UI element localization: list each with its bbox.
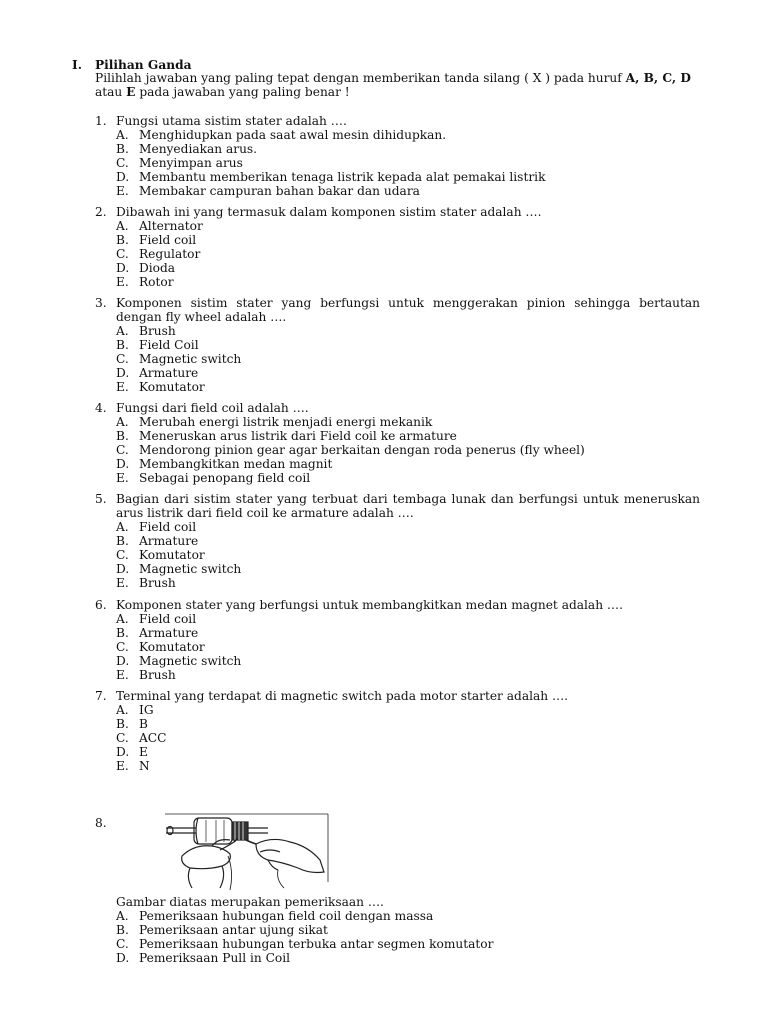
option-text: Armature [139, 534, 199, 548]
option-text: Field Coil [139, 338, 199, 352]
option[interactable] [116, 366, 700, 380]
option-letter: A. [116, 324, 129, 338]
question-5 [95, 492, 700, 590]
option-text: Merubah energi listrik menjadi energi mekanik [139, 415, 433, 429]
option-text: Pemeriksaan hubungan field coil dengan massa [139, 909, 434, 923]
option[interactable] [116, 640, 700, 654]
option-letter: D. [116, 745, 130, 759]
option-letter: D. [116, 170, 130, 184]
question-8 [116, 895, 696, 965]
section-number: I. [72, 58, 82, 72]
option[interactable] [116, 128, 700, 142]
option-letter: C. [116, 156, 129, 170]
option-text: Magnetic switch [139, 352, 242, 366]
question-number: 8. [95, 816, 107, 830]
option-text: Mendorong pinion gear agar berkaitan dengan roda penerus (fly wheel) [139, 443, 585, 457]
option-letter: C. [116, 247, 129, 261]
option-letter: B. [116, 429, 129, 443]
option-letter: C. [116, 731, 129, 745]
option[interactable] [116, 338, 700, 352]
option[interactable] [116, 233, 700, 247]
option[interactable] [116, 937, 696, 951]
option-text: Regulator [139, 247, 201, 261]
option-text: Magnetic switch [139, 654, 242, 668]
option-text: ACC [139, 731, 167, 745]
question-3 [95, 296, 700, 394]
option[interactable] [116, 429, 700, 443]
option-letter: B. [116, 233, 129, 247]
question-text: Fungsi utama sistim stater adalah …. [116, 114, 347, 128]
option-text: Dioda [139, 261, 176, 275]
option-letter: E. [116, 275, 129, 289]
option-text: Komutator [139, 548, 205, 562]
option-letter: D. [116, 562, 130, 576]
question-6 [95, 598, 700, 682]
instruction-mid: atau [95, 85, 127, 99]
option-text: Alternator [139, 219, 203, 233]
option-text: Meneruskan arus listrik dari Field coil ke armature [139, 429, 457, 443]
option-text: Rotor [139, 275, 174, 289]
question-text: Dibawah ini yang termasuk dalam komponen sistim stater adalah …. [116, 205, 542, 219]
option-text: Membantu memberikan tenaga listrik kepada alat pemakai listrik [139, 170, 546, 184]
option-letter: D. [116, 261, 130, 275]
option[interactable] [116, 562, 700, 576]
option-letter: B. [116, 338, 129, 352]
option[interactable] [116, 352, 700, 366]
option[interactable] [116, 184, 700, 198]
option[interactable] [116, 534, 700, 548]
option-text: Pemeriksaan Pull in Coil [139, 951, 291, 965]
option[interactable] [116, 548, 700, 562]
option[interactable] [116, 471, 700, 485]
option[interactable] [116, 520, 700, 534]
option-letter: A. [116, 128, 129, 142]
option[interactable] [116, 380, 700, 394]
option-letter: E. [116, 759, 129, 773]
option-text: Menghidupkan pada saat awal mesin dihidupkan. [139, 128, 447, 142]
option-text: Pemeriksaan hubungan terbuka antar segmen komutator [139, 937, 494, 951]
question-text: Bagian dari sistim stater yang terbuat dari tembaga lunak dan berfungsi untuk meneruskan arus listrik dari field coil ke armature adalah …. [116, 492, 700, 520]
option[interactable] [116, 717, 700, 731]
option-text: Brush [139, 668, 176, 682]
option-text: Pemeriksaan antar ujung sikat [139, 923, 328, 937]
section-title: Pilihan Ganda [95, 58, 192, 72]
option[interactable] [116, 275, 700, 289]
option-letter: A. [116, 520, 129, 534]
option-letter: D. [116, 951, 130, 965]
option-letter: E. [116, 576, 129, 590]
option[interactable] [116, 219, 700, 233]
question-number: 2. [95, 205, 107, 219]
option-text: Membangkitkan medan magnit [139, 457, 333, 471]
question-1 [95, 114, 700, 198]
option-text: Komutator [139, 640, 205, 654]
option-text: Armature [139, 366, 199, 380]
option-letter: B. [116, 923, 129, 937]
option[interactable] [116, 247, 700, 261]
option-text: E [139, 745, 148, 759]
option[interactable] [116, 261, 700, 275]
option-letter: B. [116, 717, 129, 731]
option[interactable] [116, 703, 700, 717]
option-text: Magnetic switch [139, 562, 242, 576]
instruction-post: pada jawaban yang paling benar ! [135, 85, 350, 99]
option-letter: A. [116, 909, 129, 923]
option-letter: D. [116, 366, 130, 380]
question-number: 1. [95, 114, 107, 128]
option-letter: E. [116, 668, 129, 682]
option[interactable] [116, 576, 700, 590]
option-text: Membakar campuran bahan bakar dan udara [139, 184, 420, 198]
option-text: Brush [139, 576, 176, 590]
question-text: Gambar diatas merupakan pemeriksaan …. [116, 895, 384, 909]
question-number: 6. [95, 598, 107, 612]
option[interactable] [116, 668, 700, 682]
option-text: IG [139, 703, 154, 717]
option[interactable] [116, 654, 700, 668]
option[interactable] [116, 909, 696, 923]
option-letter: E. [116, 380, 129, 394]
option[interactable] [116, 745, 700, 759]
option[interactable] [116, 324, 700, 338]
section-heading [72, 58, 192, 72]
question-7 [95, 689, 700, 773]
option[interactable] [116, 951, 696, 965]
option-letter: C. [116, 640, 129, 654]
option-letter: D. [116, 654, 130, 668]
option-letter: B. [116, 142, 129, 156]
option-text: Menyimpan arus [139, 156, 243, 170]
option-letter: E. [116, 184, 129, 198]
option[interactable] [116, 457, 700, 471]
option-text: N [139, 759, 150, 773]
question-number: 7. [95, 689, 107, 703]
option-letter: C. [116, 548, 129, 562]
option-letter: B. [116, 626, 129, 640]
question-number: 5. [95, 492, 107, 506]
option-letter: A. [116, 703, 129, 717]
option[interactable] [116, 170, 700, 184]
option[interactable] [116, 443, 700, 457]
option[interactable] [116, 612, 700, 626]
question-text: Terminal yang terdapat di magnetic switch pada motor starter adalah …. [116, 689, 569, 703]
question-4 [95, 401, 700, 485]
option-text: Menyediakan arus. [139, 142, 258, 156]
option[interactable] [116, 759, 700, 773]
option-letter: A. [116, 612, 129, 626]
option-letter: D. [116, 457, 130, 471]
option-text: Brush [139, 324, 176, 338]
question-text: Komponen stater yang berfungsi untuk membangkitkan medan magnet adalah …. [116, 598, 623, 612]
option-text: B [139, 717, 148, 731]
question-text: Fungsi dari field coil adalah …. [116, 401, 309, 415]
option-text: Armature [139, 626, 199, 640]
option-text: Field coil [139, 520, 197, 534]
option[interactable] [116, 142, 700, 156]
instruction-letters: A, B, C, D [625, 71, 691, 85]
question-2 [95, 205, 700, 289]
option-text: Komutator [139, 380, 205, 394]
instruction-e: E [126, 85, 136, 99]
option-letter: B. [116, 534, 129, 548]
instruction-pre: Pilihlah jawaban yang paling tepat dengan memberikan tanda silang ( X ) pada huruf [95, 71, 626, 85]
question-number: 4. [95, 401, 107, 415]
option[interactable] [116, 415, 700, 429]
option-letter: A. [116, 219, 129, 233]
instructions [95, 71, 705, 99]
option-letter: E. [116, 471, 129, 485]
option[interactable] [116, 731, 700, 745]
commutator-test-illustration [160, 812, 330, 892]
option-text: Sebagai penopang field coil [139, 471, 311, 485]
option[interactable] [116, 923, 696, 937]
question-text: Komponen sistim stater yang berfungsi untuk menggerakan pinion sehingga bertautan dengan fly wheel adalah …. [116, 296, 700, 324]
option-letter: C. [116, 443, 129, 457]
option-text: Field coil [139, 612, 197, 626]
option-letter: C. [116, 352, 129, 366]
question-number: 3. [95, 296, 107, 310]
option-text: Field coil [139, 233, 197, 247]
option[interactable] [116, 626, 700, 640]
option[interactable] [116, 156, 700, 170]
option-letter: C. [116, 937, 129, 951]
option-letter: A. [116, 415, 129, 429]
